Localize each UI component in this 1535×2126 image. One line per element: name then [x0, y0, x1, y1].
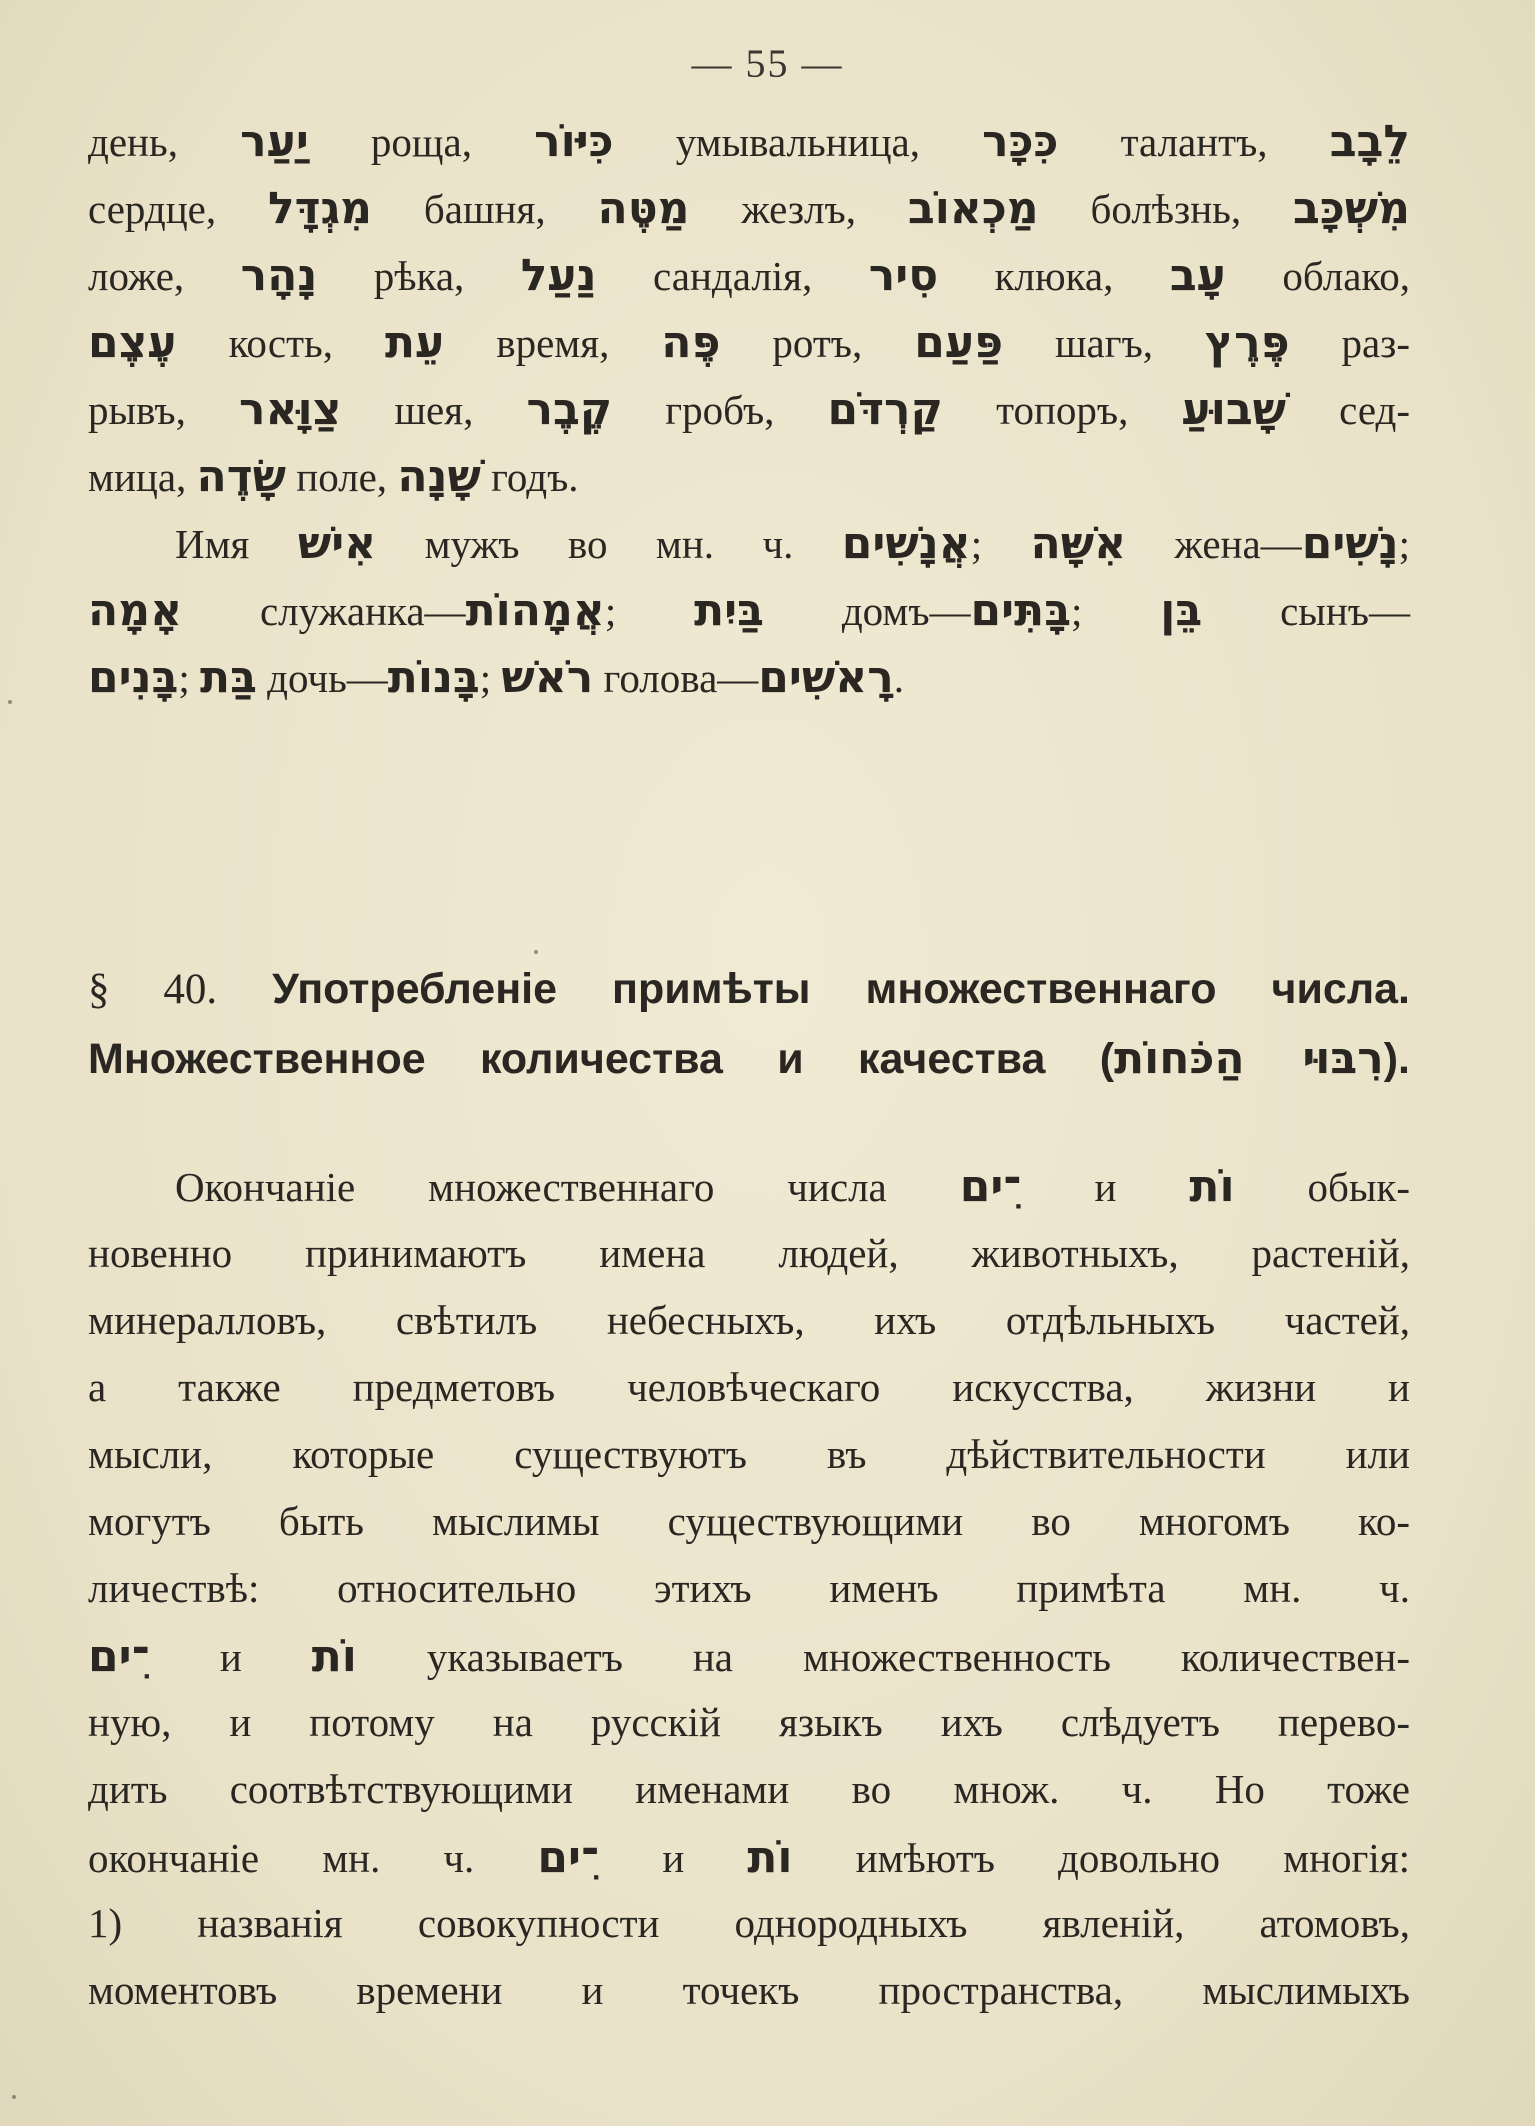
text-line: сердце, מִגְדָּל башня, מַטֶּה жезлъ, מַכְאוֹב болѣзнь, מִשְׁכָּב — [88, 183, 1410, 234]
text-line: а также предметовъ человѣческаго искусства, жизни и — [88, 1364, 1410, 1410]
text-line: минералловъ, свѣтилъ небесныхъ, ихъ отдѣльныхъ частей, — [88, 1297, 1410, 1343]
text-line: עֶצֶם кость, עֵת время, פֶּה ротъ, פַּעַם шагъ, פֶּרֶץ раз- — [88, 317, 1411, 368]
text-line: Имя אִישׁ мужъ во мн. ч. אֲנָשִׁים; אִשָּׁה жена—נָשִׁים; — [175, 518, 1410, 569]
text-line: 1) названія совокупности однородныхъ явленій, атомовъ, — [88, 1900, 1410, 1946]
text-line: בָּנִים; בַּת дочь—בָּנוֹת; רֹאשׁ голова—רָאשִׁים. — [88, 652, 904, 703]
text-line: ную, и потому на русскій языкъ ихъ слѣдуетъ перево- — [88, 1699, 1410, 1745]
text-line: могутъ быть мыслимы существующими во многомъ ко- — [88, 1498, 1410, 1544]
text-line: новенно принимаютъ имена людей, животныхъ, растеній, — [88, 1230, 1410, 1276]
text-line: ־ִים и וֹת указываетъ на множественность количествен- — [88, 1631, 1410, 1682]
paper-speck — [12, 2095, 16, 2099]
section-mark: § 40. — [88, 966, 218, 1013]
section-title-part-1: Употребленіе примѣты множественнаго числа. — [272, 965, 1411, 1013]
section-heading-line-2: Множественное количества и качества (רִבּוּי הַכֹּחוֹת). — [88, 1033, 1410, 1084]
text-line: дить соотвѣтствующими именами во множ. ч. Но тоже — [88, 1766, 1410, 1812]
text-line: ложе, נָהָר рѣка, נַעַל сандалія, סִיר клюка, עָב облако, — [88, 250, 1410, 301]
text-line: мысли, которые существуютъ въ дѣйствительности или — [88, 1431, 1410, 1477]
text-line: рывъ, צַוָּאר шея, קֶבֶר гробъ, קַרְדֹּם топоръ, שָׁבוּעַ сед- — [88, 384, 1411, 435]
page-number: — 55 — — [691, 41, 844, 86]
paper-speck — [8, 700, 12, 704]
text-line: день, יַעַר роща, כִּיּוֹר умывальница, כִּכָּר талантъ, לֵבָב — [88, 116, 1410, 167]
text-line: личествѣ: относительно этихъ именъ примѣта мн. ч. — [88, 1565, 1410, 1611]
text-line: אָמָה служанка—אֲמָהוֹת; בַּיִת домъ—בָּתִּים; בֵּן сынъ— — [88, 585, 1410, 636]
paper-speck — [534, 950, 538, 954]
section-heading-line-1 — [88, 965, 1411, 1013]
text-line: моментовъ времени и точекъ пространства, мыслимыхъ — [88, 1967, 1410, 2013]
text-line: мица, שָׂדֶה поле, שָׁנָה годъ. — [88, 451, 579, 502]
text-line: окончаніе мн. ч. ־ִים и וֹת имѣютъ довольно многія: — [88, 1832, 1410, 1883]
text-line: Окончаніе множественнаго числа ־ִים и וֹת обык- — [175, 1161, 1410, 1212]
